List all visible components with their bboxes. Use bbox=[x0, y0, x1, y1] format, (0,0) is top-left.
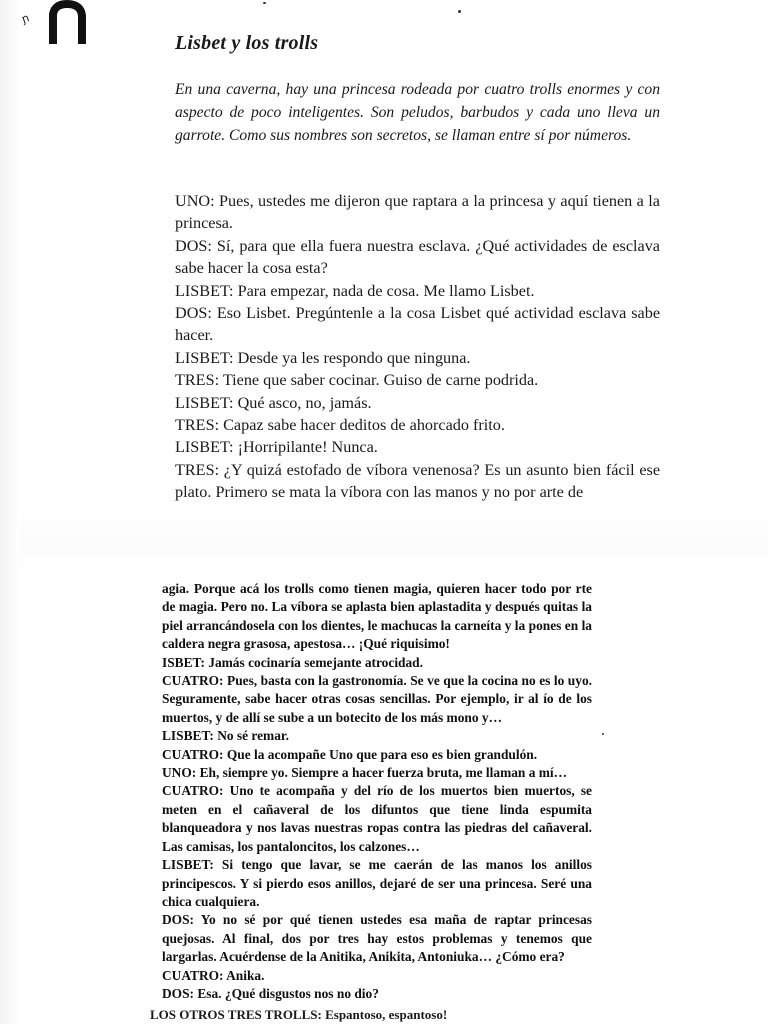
dialogue-line: LISBET: Desde ya les respondo que ninguna. bbox=[175, 348, 471, 367]
dialogue-line: LISBET: Qué asco, no, jamás. bbox=[175, 393, 372, 412]
corner-glyph: ɲ bbox=[19, 11, 32, 26]
cut-off-line bbox=[150, 1007, 530, 1024]
dialogue-block-top bbox=[175, 190, 660, 504]
page-title: Lisbet y los trolls bbox=[175, 32, 319, 54]
cut-off-text: LOS OTROS TRES TROLLS: Espantoso, espantoso! bbox=[150, 1007, 448, 1022]
dialogue-line: LISBET: ¡Horripilante! Nunca. bbox=[175, 438, 378, 457]
dialogue-line: UNO: Pues, ustedes me dijeron que raptara a la princesa y aquí tienen a la princesa. bbox=[175, 192, 660, 233]
stage-direction: En una caverna, hay una princesa rodeada por cuatro trolls enormes y con aspecto de poco inteligentes. Son peludos, barbudos y cada uno lleva un garrote. Como sus nombres son secretos, se llaman entre sí por números. bbox=[175, 81, 660, 144]
dialogue-line: CUATRO: Anika. bbox=[162, 967, 265, 983]
dialogue-line: DOS: Sí, para que ella fuera nuestra esclava. ¿Qué actividades de esclava sabe hacer la cosa esta? bbox=[175, 236, 660, 278]
dialogue-line: TRES: Capaz sabe hacer deditos de ahorcado frito. bbox=[175, 416, 505, 435]
speck-mark bbox=[602, 733, 604, 735]
dialogue-line: TRES: Tiene que saber cocinar. Guiso de carne podrida. bbox=[175, 371, 539, 390]
dialogue-line: ISBET: Jamás cocinaría semejante atrocidad. bbox=[162, 654, 423, 670]
dialogue-line: DOS: Yo no sé por qué tienen ustedes esa maña de raptar princesas quejosas. Al final, dos por tres hay estos problemas y tenemos que largarlas. Acuérdense de la Anitika, Anikita, Antoniuka… ¿Cómo era? bbox=[162, 912, 592, 965]
dialogue-block-bottom bbox=[162, 580, 592, 1003]
page-number-fragment bbox=[45, 0, 93, 46]
dialogue-line: LISBET: Para empezar, nada de cosa. Me llamo Lisbet. bbox=[175, 281, 535, 300]
dialogue-line: agia. Porque acá los trolls como tienen magia, quieren hacer todo por rte de magia. Pero no. La víbora se aplasta bien aplastadita y después quitas la piel arrancándosela con los dientes, le machucas la carneíta y la pones en la caldera negra grasosa, apestosa… ¡Qué riquisimo! bbox=[162, 581, 592, 652]
dialogue-line: DOS: Esa. ¿Qué disgustos nos no dio? bbox=[162, 985, 379, 1001]
dialogue-line: LISBET: No sé remar. bbox=[162, 728, 289, 744]
dialogue-line: CUATRO: Pues, basta con la gastronomía. Se ve que la cocina no es lo uyo. Seguramente, sabe hacer otras cosas sencillas. Por ejemplo, ir al ío de los muertos, y de allí se sube a un botecito de los más mono y… bbox=[162, 673, 592, 725]
dialogue-line: DOS: Eso Lisbet. Pregúntenle a la cosa Lisbet qué actividad esclava sabe hacer. bbox=[175, 304, 660, 345]
scan-edge-shadow bbox=[0, 0, 20, 1024]
dialogue-line: LISBET: Si tengo que lavar, se me caerán de las manos los anillos principescos. Y si pierdo esos anillos, dejaré de ser una princesa. Seré una chica cualquiera. bbox=[162, 857, 592, 909]
dialogue-line: CUATRO: Uno te acompaña y del río de los muertos bien muertos, se meten en el cañaveral de los difuntos que tiene linda espumita blanqueadora y nos lavas nuestras ropas contra las piedras del cañaveral. Las camisas, los pantaloncitos, los calzones… bbox=[162, 783, 592, 854]
dialogue-line: TRES: ¿Y quizá estofado de víbora venenosa? Es un asunto bien fácil ese plato. Primero se mata la víbora con las manos y no por arte de bbox=[175, 460, 660, 502]
page-gap bbox=[20, 512, 768, 572]
dialogue-line: CUATRO: Que la acompañe Uno que para eso es bien grandulón. bbox=[162, 746, 538, 762]
speck-mark bbox=[458, 10, 461, 13]
dialogue-line: UNO: Eh, siempre yo. Siempre a hacer fuerza bruta, me llaman a mí… bbox=[162, 765, 568, 781]
speck-mark bbox=[263, 2, 266, 4]
